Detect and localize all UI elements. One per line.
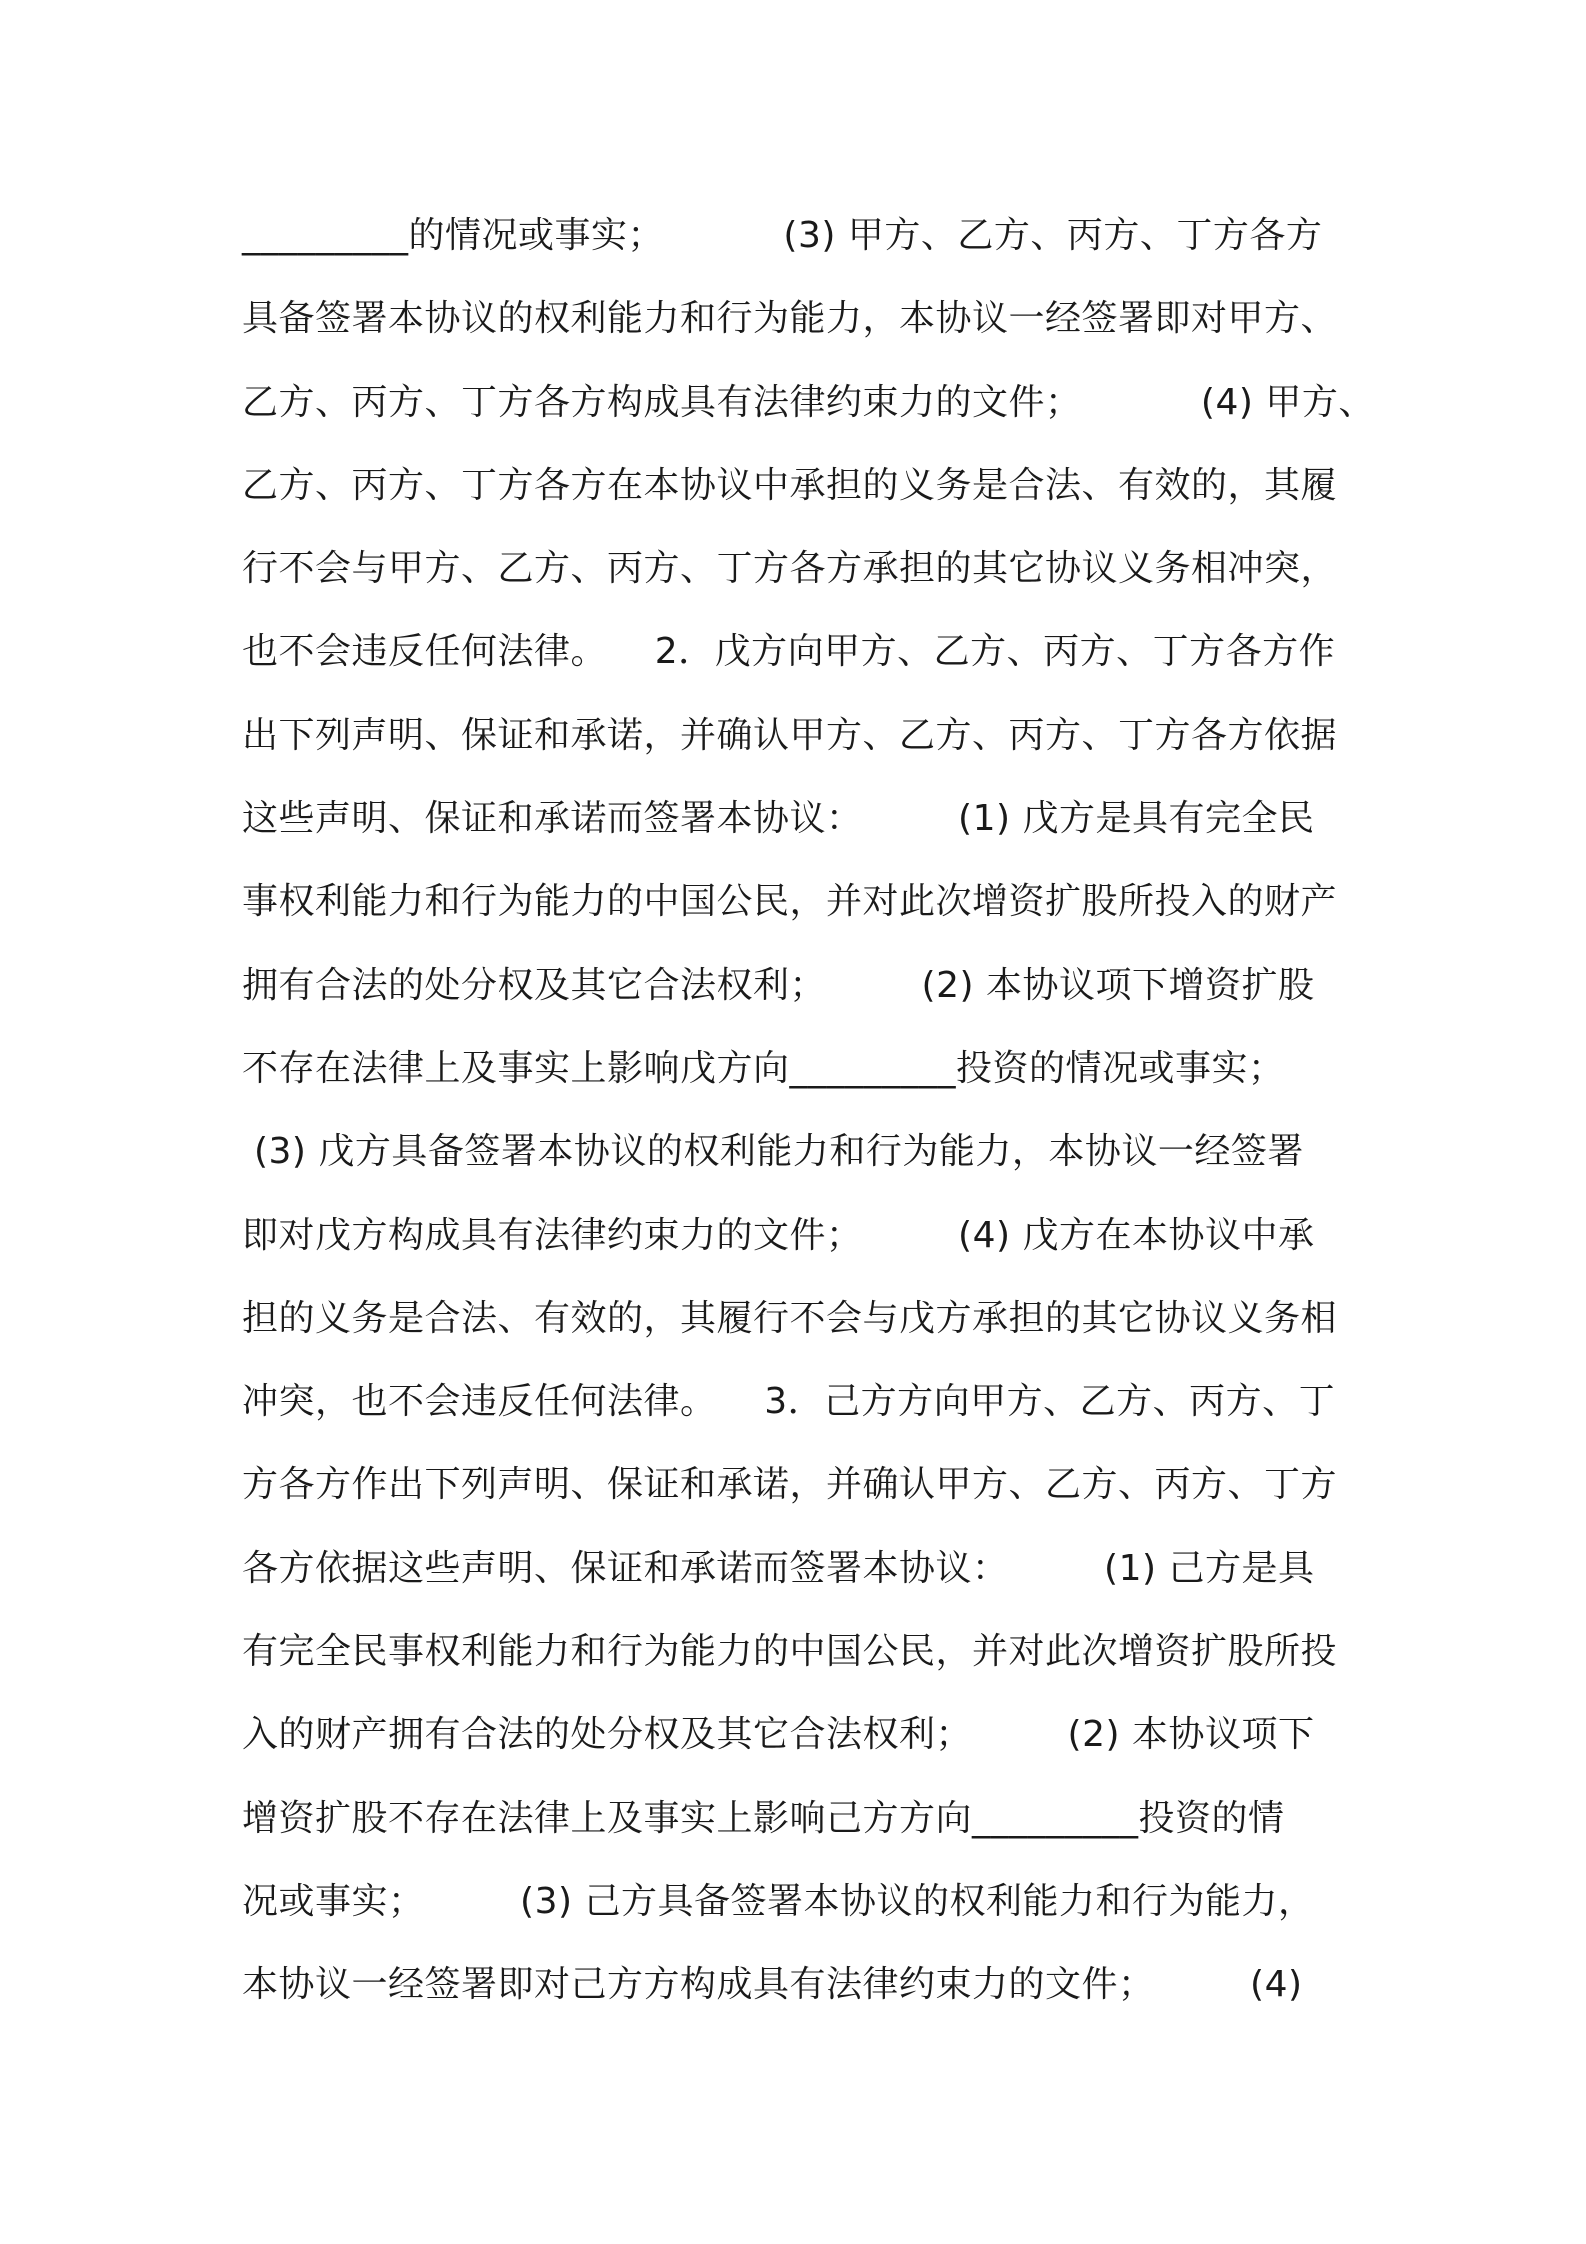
text-line: 乙方、丙方、丁方各方在本协议中承担的义务是合法、有效的，其履 (242, 464, 1338, 506)
text-line: 拥有合法的处分权及其它合法权利； (2) 本协议项下增资扩股 (242, 964, 1315, 1006)
text-line: 具备签署本协议的权利能力和行为能力，本协议一经签署即对甲方、 (242, 298, 1338, 340)
text-line: 不存在法律上及事实上影响戊方向_________投资的情况或事实； (242, 1047, 1285, 1089)
text-line: 增资扩股不存在法律上及事实上影响己方方向_________投资的情 (242, 1797, 1285, 1839)
text-line: 行不会与甲方、乙方、丙方、丁方各方承担的其它协议义务相冲突， (242, 548, 1338, 590)
text-line: (3) 戊方具备签署本协议的权利能力和行为能力，本协议一经签署 (242, 1131, 1304, 1173)
text-line: _________的情况或事实； (3) 甲方、乙方、丙方、丁方各方 (242, 215, 1323, 256)
text-line: 担的义务是合法、有效的，其履行不会与戊方承担的其它协议义务相 (242, 1297, 1338, 1339)
text-line: 事权利能力和行为能力的中国公民，并对此次增资扩股所投入的财产 (242, 881, 1338, 923)
text-line: 也不会违反任何法律。 2．戊方向甲方、乙方、丙方、丁方各方作 (242, 631, 1336, 673)
text-line: 冲突，也不会违反任何法律。 3．己方方向甲方、乙方、丙方、丁 (242, 1381, 1336, 1423)
text-line: 方各方作出下列声明、保证和承诺，并确认甲方、乙方、丙方、丁方 (242, 1464, 1338, 1506)
text-line: 乙方、丙方、丁方各方构成具有法律约束力的文件； (4) 甲方、 (242, 381, 1375, 423)
text-line: 况或事实； (3) 己方具备签署本协议的权利能力和行为能力， (242, 1880, 1315, 1922)
text-line: 入的财产拥有合法的处分权及其它合法权利； (2) 本协议项下 (242, 1714, 1315, 1756)
text-line: 即对戊方构成具有法律约束力的文件； (4) 戊方在本协议中承 (242, 1214, 1315, 1256)
text-line: 本协议一经签署即对己方方构成具有法律约束力的文件； (4) (242, 1964, 1303, 2006)
text-line: 有完全民事权利能力和行为能力的中国公民，并对此次增资扩股所投 (242, 1631, 1338, 1673)
text-line: 各方依据这些声明、保证和承诺而签署本协议： (1) 己方是具 (242, 1547, 1315, 1589)
text-line: 这些声明、保证和承诺而签署本协议： (1) 戊方是具有完全民 (242, 798, 1315, 840)
text-line: 出下列声明、保证和承诺，并确认甲方、乙方、丙方、丁方各方依据 (242, 714, 1338, 756)
document-body (242, 194, 1375, 2027)
